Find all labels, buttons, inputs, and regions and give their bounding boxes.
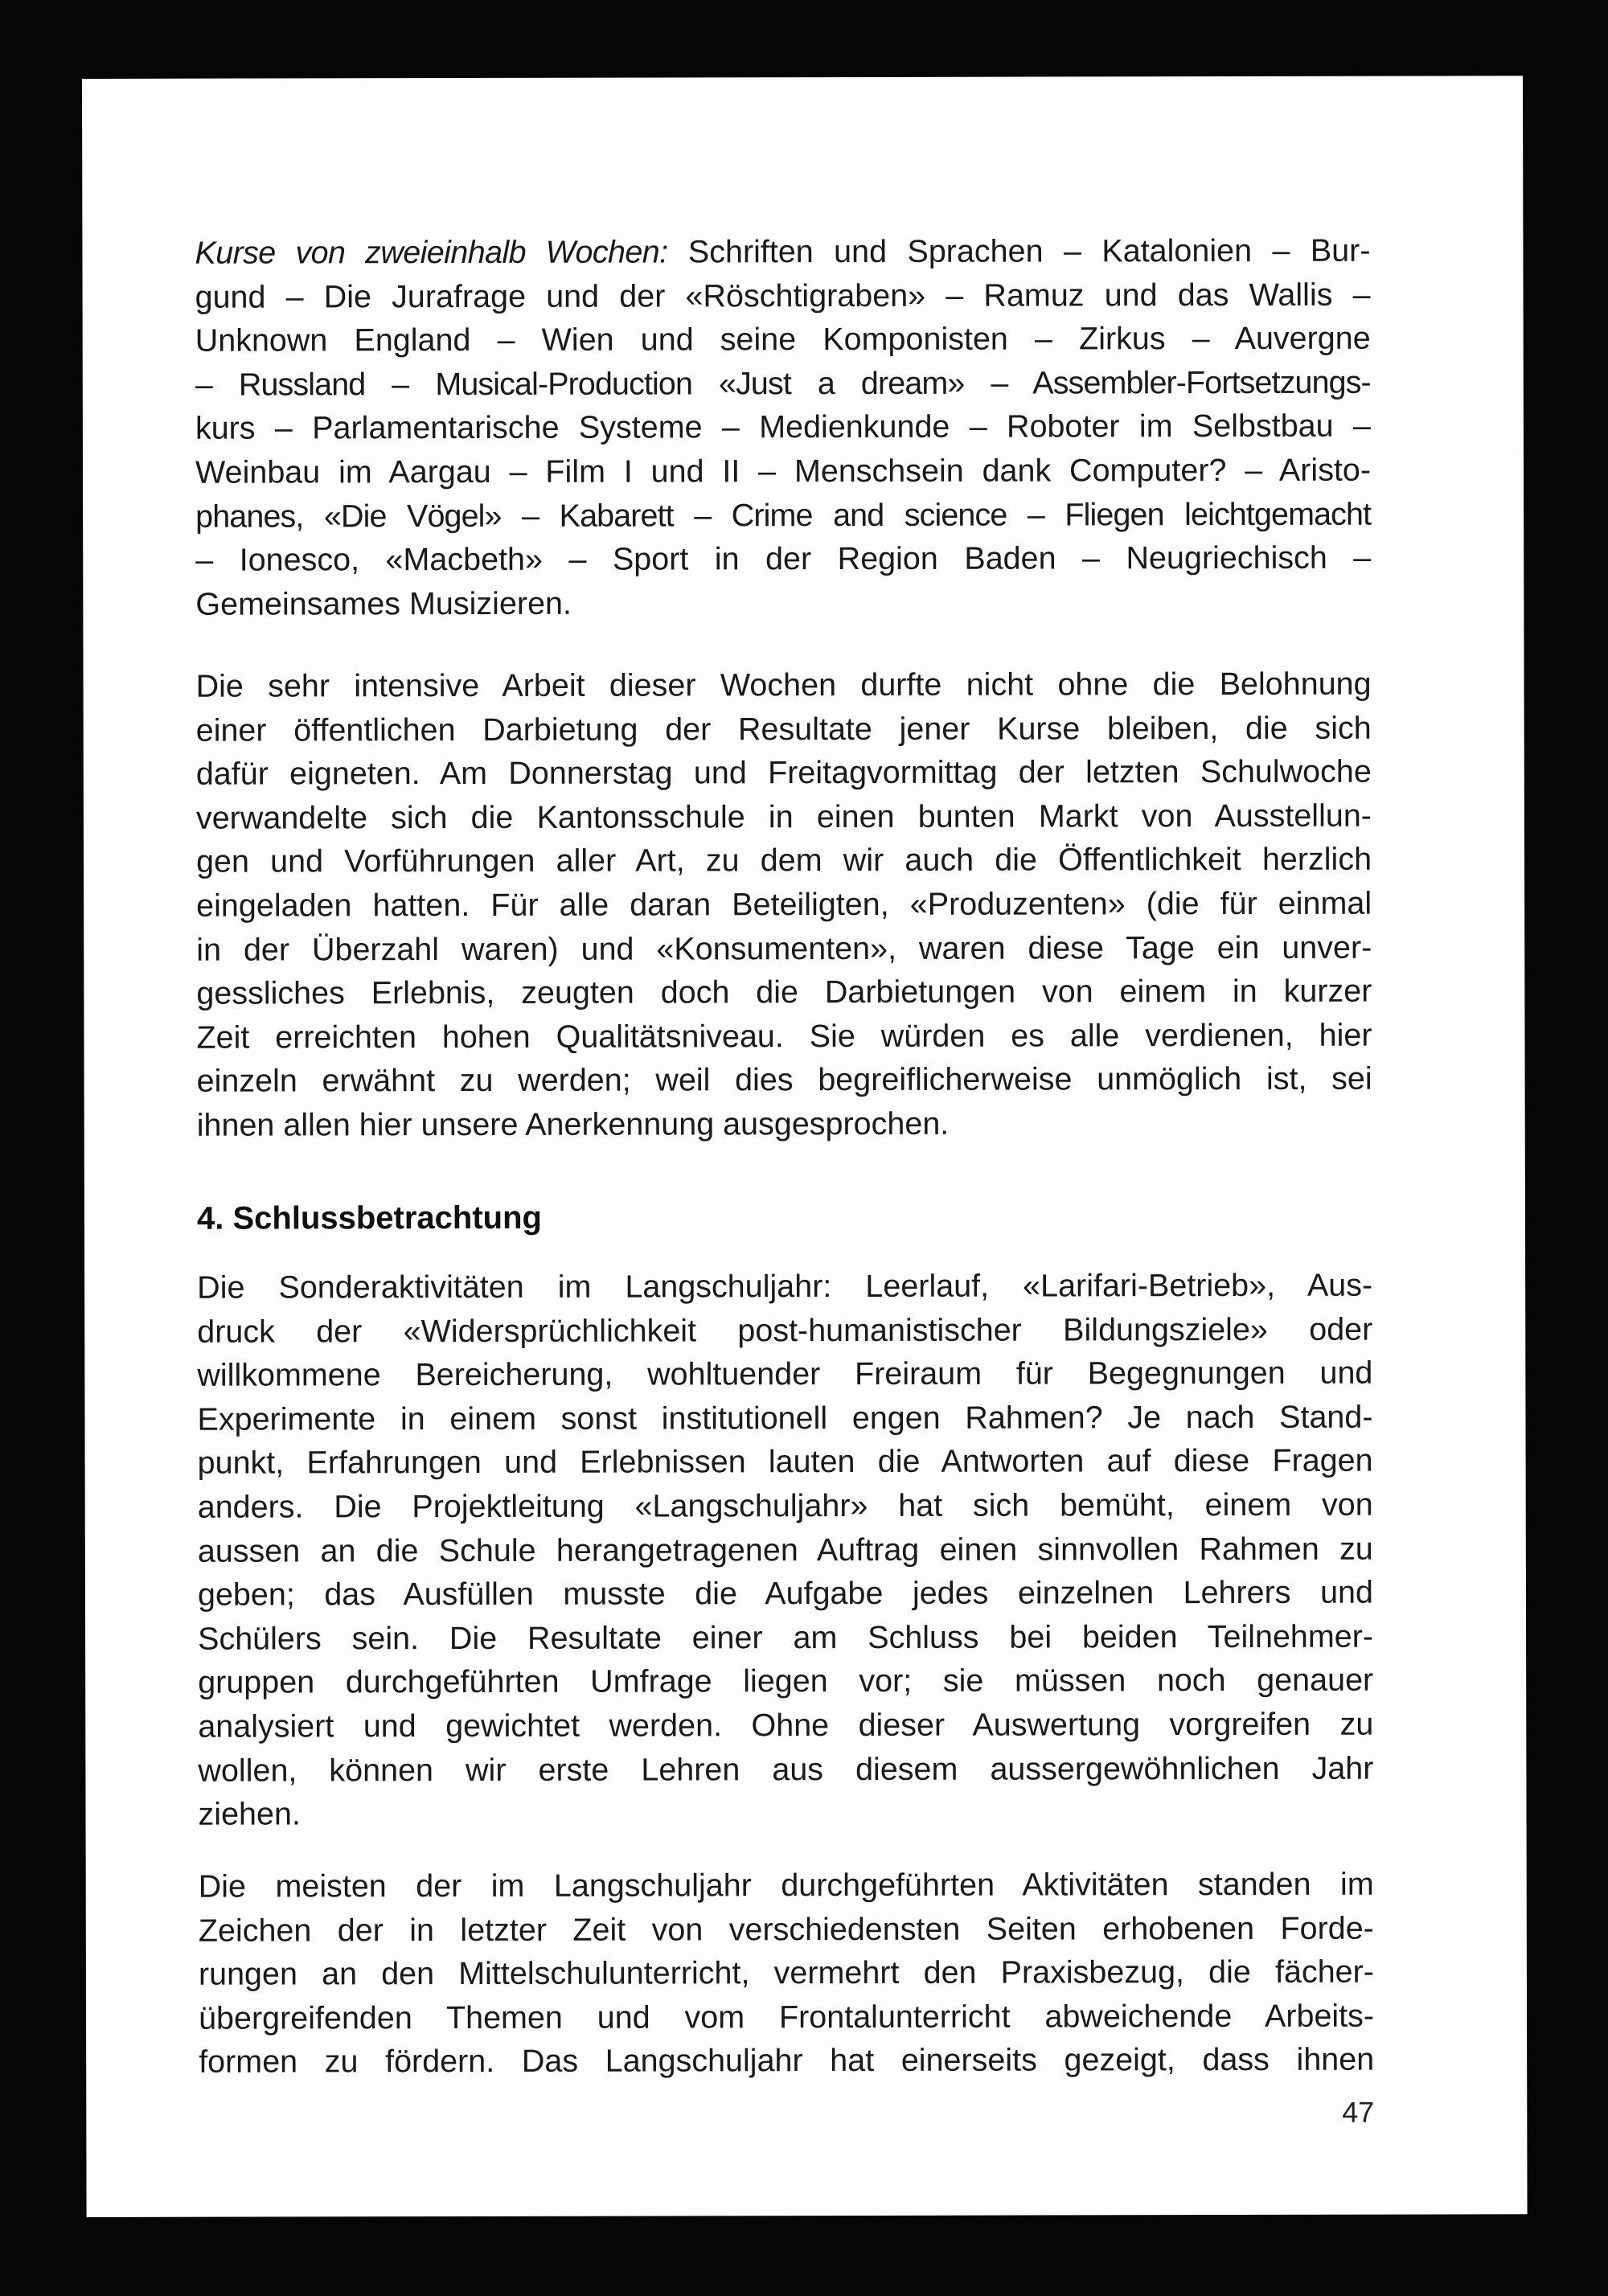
text-line: gruppen durchgeführten Umfrage liegen vor; sie müssen noch genauer (198, 1662, 1374, 1701)
text-line: eingeladen hatten. Für alle daran Beteiligten, «Produzenten» (die für einmal (196, 885, 1372, 924)
text-line: einzeln erwähnt zu werden; weil dies begreiflicherweise unmöglich ist, sei (196, 1060, 1372, 1100)
text-line: übergreifenden Themen und vom Frontalunterricht abweichende Arbeits- (199, 1998, 1375, 2036)
text-line: Unknown England – Wien und seine Komponisten – Zirkus – Auvergne (195, 320, 1371, 359)
text-line: kurs – Parlamentarische Systeme – Medienkunde – Roboter im Selbstbau – (195, 408, 1371, 447)
text-line: druck der «Widersprüchlichkeit post-humanistischer Bildungsziele» oder (197, 1311, 1373, 1350)
text-line: phanes, «Die Vögel» – Kabarett – Crime and science – Fliegen leichtgemacht (195, 496, 1372, 535)
paragraph-presentation (196, 662, 1372, 1148)
text-line: rungen an den Mittelschulunterricht, vermehrt den Praxisbezug, die fächer- (198, 1954, 1374, 1992)
text-line: Gemeinsames Musizieren. (195, 585, 572, 622)
text-line: Weinbau im Aargau – Film I und II – Menschsein dank Computer? – Aristo- (195, 452, 1372, 490)
text-line (195, 229, 1370, 276)
text-line: willkommene Bereicherung, wohltuender Freiraum für Begegnungen und (197, 1355, 1373, 1393)
text-line: analysiert und gewichtet werden. Ohne dieser Auswertung vorgreifen zu (198, 1706, 1374, 1745)
text-line: einer öffentlichen Darbietung der Resultate jener Kurse bleiben, die sich (195, 710, 1372, 748)
paragraph-course-list (195, 229, 1371, 626)
text-line: formen zu fördern. Das Langschuljahr hat einerseits gezeigt, dass ihnen (199, 2042, 1375, 2081)
text-line: ziehen. (198, 1796, 301, 1832)
document-page (82, 76, 1528, 2217)
text-line: in der Überzahl waren) und «Konsumenten», waren diese Tage ein unver- (196, 929, 1372, 968)
text-line: gessliches Erlebnis, zeugten doch die Darbietungen von einem in kurzer (196, 973, 1372, 1011)
section-heading: 4. Schlussbetrachtung (196, 1199, 542, 1236)
text-line: dafür eigneten. Am Donnerstag und Freitagvormittag der letzten Schulwoche (195, 753, 1372, 792)
text-line: geben; das Ausfüllen musste die Aufgabe jedes einzelnen Lehrers und (197, 1574, 1373, 1613)
text-line: – Russland – Musical-Production «Just a dream» – Assembler-Fortsetzungs- (195, 364, 1371, 403)
text-line: verwandelte sich die Kantonsschule in einen bunten Markt von Ausstellun- (195, 797, 1372, 836)
text-line: Die sehr intensive Arbeit dieser Wochen durfte nicht ohne die Belohnung (195, 666, 1372, 704)
text-line: gen und Vorführungen aller Art, zu dem wir auch die Öffentlichkeit herzlich (195, 842, 1372, 880)
text-line: Die meisten der im Langschuljahr durchgeführten Aktivitäten standen im (198, 1866, 1374, 1904)
text-line: anders. Die Projektleitung «Langschuljahr» hat sich bemüht, einem von (197, 1486, 1373, 1525)
text-line: Schülers sein. Die Resultate einer am Schluss bei beiden Teilnehmer- (198, 1618, 1374, 1657)
text-line: Zeichen der in letzter Zeit von verschiedensten Seiten erhobenen Forde- (198, 1910, 1374, 1949)
text-line: Experimente in einem sonst institutionell engen Rahmen? Je nach Stand- (197, 1399, 1373, 1437)
text-line: punkt, Erfahrungen und Erlebnissen lauten die Antworten auf diese Fragen (197, 1443, 1373, 1482)
text-line: Zeit erreichten hohen Qualitätsniveau. Sie würden es alle verdienen, hier (196, 1017, 1372, 1056)
text-line: aussen an die Schule herangetragenen Auftrag einen sinnvollen Rahmen zu (197, 1531, 1373, 1569)
paragraph-activities (199, 1863, 1375, 2085)
text-run: Schriften und Sprachen – Katalonien – Bur- (667, 232, 1371, 270)
text-line: ihnen allen hier unsere Anerkennung ausgesprochen. (196, 1105, 950, 1143)
text-line: – Ionesco, «Macbeth» – Sport in der Region Baden – Neugriechisch – (195, 539, 1372, 578)
text-line: Die Sonderaktivitäten im Langschuljahr: Leerlauf, «Larifari-Betrieb», Aus- (197, 1267, 1373, 1306)
paragraph-conclusion (197, 1264, 1373, 1837)
text-line: gund – Die Jurafrage und der «Röschtigraben» – Ramuz und das Wallis – (195, 277, 1371, 315)
italic-lead: Kurse von zweieinhalb Wochen: (195, 234, 668, 271)
page-number: 47 (1342, 2095, 1375, 2129)
text-line: wollen, können wir erste Lehren aus diesem aussergewöhnlichen Jahr (198, 1750, 1374, 1789)
